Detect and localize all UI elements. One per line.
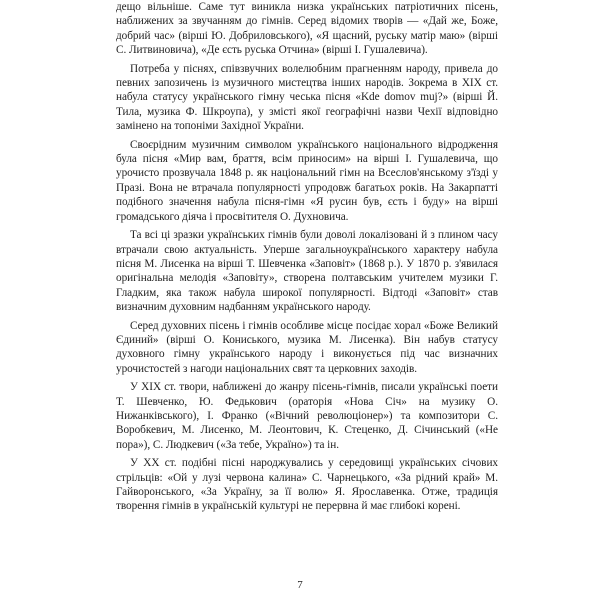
paragraph-borrowing: Потреба у піснях, співзвучних волелюбним прагненням народу, привела до певних запозичень із музичного мистецтва інших народів. Зокрема в XIX ст. набула статусу українського гімну чеська пісня «Kde domov muj?» (вірші Й. Тила, музика Ф. Шкроупа), у змісті якої географічні назви Чехії відповідно замінено на топоніми Західної України. xyxy=(116,62,498,133)
paragraph-zapovit: Та всі ці зразки українських гімнів були доволі локалізовані й з плином часу втрачали свою актуальність. Уперше загальноукраїнського характеру набула пісня М. Лисенка на вірші Т. Шевченка «Заповіт» (1868 р.). У 1870 р. з'явилася оригінальна мелодія «Заповіту», створена полтавським учителем музики Г. Гладким, яка також набула широкої популярності. Відтоді «Заповіт» став визначним духовним надбанням українського народу. xyxy=(116,229,498,314)
paragraph-intro-continuation: дещо вільніше. Саме тут виникла низка українських патріотичних пісень, наближених за звучанням до гімнів. Серед відомих творів — «Дай же, Боже, добрий час» (вірші Ю. Добриловського), «Я щасний, руську матір маю» (вірші С. Литвиновича), «Де єсть руська Отчина» (вірші І. Гушалевича). xyxy=(116,1,498,57)
body-text xyxy=(116,0,498,518)
paragraph-19th-century: У XIX ст. твори, наближені до жанру пісень-гімнів, писали українські поети Т. Шевченко, Ю. Федькович (ораторія «Нова Січ» на музику О. Нижанківського), І. Франко («Вічний революціонер») та композитори С. Воробкевич, М. Лисенко, М. Леонтович, К. Стеценко, Д. Січинський («Не пора»), С. Людкевич («За тебе, Україно») та ін. xyxy=(116,381,498,451)
page-number: 7 xyxy=(297,579,303,591)
paragraph-national-revival: Своєрідним музичним символом українського національного відродження була пісня «Мир вам, браття, всім приносим» на вірші І. Гушалевича, що урочисто прозвучала 1848 р. як національний гімн на Всеслов'янському з'їзді у Празі. Вона не втрачала популярності упродовж багатьох років. На Закарпатті подібного значення набула пісня-гімн «Я русин був, єсть і буду» на вірші громадського діяча і просвітителя О. Духновича. xyxy=(116,138,498,223)
paragraph-20th-century: У XX ст. подібні пісні народжувались у середовищі українських січових стрільців: «Ой у лузі червона калина» С. Чарнецького, «За рідний край» М. Гайворонського, «За Україну, за її волю» Я. Ярославенка. Отже, традиція творення гімнів в українській культурі не перервна й має глибокі корені. xyxy=(116,457,498,513)
paragraph-spiritual-hymn: Серед духовних пісень і гімнів особливе місце посідає хорал «Боже Великий Єдиний» (вірші О. Кониського, музика М. Лисенка). Він набув статусу духовного гімну українського народу і виконується під час визначних урочистостей з нагоди національних свят та церковних заходів. xyxy=(116,319,498,375)
